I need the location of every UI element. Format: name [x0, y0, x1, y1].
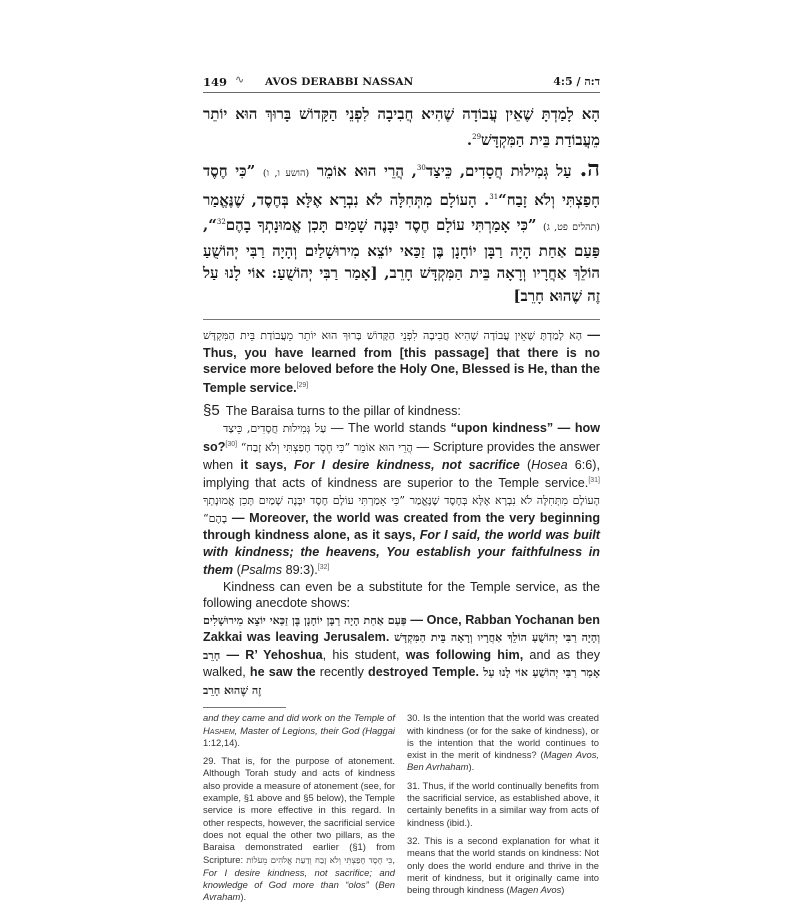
footnote-divider — [203, 707, 286, 708]
footnote-30: 30. Is the intention that the world was created with kindness (or for the sake of kindness), or is the intention that the world continues to exist in the merit of kindness? (Magen Avos, Ben Avrhaham). — [407, 712, 599, 773]
translation-block-2: עַל גְּמִילוּת חֲסָדִים, כֵּיצַד — The world stands “upon kindness” — how so?[30] הֲרֵי הוּא אוֹמֵר ”כִּי חֶסֶד חָפַצְתִּי וְלֹא זָבַח“ — Scripture provides the answer when it says, For I desire kindness, not sacrifice (Hosea 6:6), implying that acts of kindness are superior to the Temple service.[31] הָעוֹלָם מִתְּחִלָּה לֹא נִבְרָא אֶלָּא בְּחֶסֶד שֶׁנֶּאֱמַר ”כִּי אָמַרְתִּי עוֹלָם חֶסֶד יִבָּנֶה שָׁמַיִם תָּכִן אֱמוּנָתְךָ בָהֶם“ — Moreover, the world was created from the very beginning through kindness alone, as it says, For I said, the world was built with kindness; the heavens, You establish your faithfulness in them (Psalms 89:3).[32] — [203, 420, 601, 578]
footnote-31: 31. Thus, if the world continually benefits from the sacrificial service, as established above, it certainly benefits in a similar way from acts of kindness (ibid.). — [407, 779, 599, 828]
footnote-29: 29. That is, for the purpose of atonement. Although Torah study and acts of kindness also provide a measure of atonement (see, for example, §1 above and §5 below), the Temple service is more effective in this regard. In other respects, however, the sacrificial service does not equal the other two pillars, as the Baraisa demonstrated earlier (§1) from Scripture: כִּי חֶסֶד חָפַצְתִּי וְלֹא זָבַח וְדַעַת אֱלֹהִים מֵעֹלוֹת, For I desire kindness, not sacrifice; and knowledge of God more than “olos” (Ben Avraham). — [203, 755, 395, 903]
ornament-icon: ∿ — [235, 73, 245, 86]
footnote-continuation: and they came and did work on the Temple of Hashem, Master of Legions, their God (Haggai 1:12,14). — [203, 712, 395, 748]
chapter-reference: 4:5 / ד:ה — [553, 75, 600, 88]
translation-block-1: הָא לָמַדְתָּ שֶׁאֵין עֲבוֹדָה שֶׁהִיא חֲבִיבָה לִפְנֵי הַקָּדוֹשׁ בָּרוּךְ הוּא יוֹתֵר מֵעֲבוֹדַת בֵּית הַמִּקְדָּשׁ — Thus, you have learned from [this passage] that there is no service more beloved before the Holy One, Blessed is He, than the Temple service.[29] — [203, 328, 600, 395]
scripture-source: (תהלים פט, ג) — [543, 222, 600, 233]
section-number: §5 — [203, 402, 220, 420]
footnote-column-left — [203, 712, 395, 909]
scripture-source: (הושע ו, ו) — [262, 168, 310, 179]
translation-block-3: פַּעַם אַחַת הָיָה רַבָּן יוֹחָנָן בֶּן זַכַּאי יוֹצֵא מִירוּשָׁלִים — Once, Rabban Yochanan ben Zakkai was leaving Jerusalem. וְהָיָה רַבִּי יְהוֹשֻׁעַ הוֹלֵךְ אַחֲרָיו וְרָאָה בֵּית הַמִּקְדָּשׁ חָרֵב — R’ Yehoshua, his student, was following him, and as they walked, he saw the recently destroyed Temple. אָמַר רַבִּי יְהוֹשֻׁעַ אוֹי לָנוּ עַל זֶה שֶׁהוּא חָרֵב — [203, 612, 601, 697]
divider — [203, 319, 600, 320]
book-title: AVOS DERABBI NASSAN — [265, 76, 414, 88]
hebrew-paragraph: ה.עַל גְּמִילוּת חֲסָדִים, כֵּיצַד$^{30}$, הֲרֵי הוּא אוֹמֵר (הושע ו, ו) ”כִּי חֶסֶד חָפַצְתִּי וְלֹא זָבַח“$^{31}$. הָעוֹלָם מִתְּחִלָּה לֹא נִבְרָא אֶלָּא בְּחֶסֶד, שֶׁנֶּאֱמַר (תהלים פט, ג) ”כִּי אָמַרְתִּי עוֹלָם חֶסֶד יִבָּנֶה שָׁמַיִם תָּכִן אֱמוּנָתְךָ בָהֶם$^{32}$“, פַּעַם אַחַת הָיָה רַבָּן יוֹחָנָן בֶּן זַכַּאי יוֹצֵא מִירוּשָׁלַיִם וְהָיָה רַבִּי יְהוֹשֻׁעַ הוֹלֵךְ אַחֲרָיו וְרָאָה בֵּית הַמִּקְדָּשׁ חָרֵב, [אָמַר רַבִּי יְהוֹשֻׁעַ: אוֹי לָנוּ עַל זֶה שֶׁהוּא חָרֵב] — [203, 156, 600, 305]
anecdote-intro: Kindness can even be a substitute for the Temple service, as the following anecdote shows: — [203, 579, 600, 611]
footnotes — [203, 712, 600, 909]
footnote-column-right — [407, 712, 599, 909]
paragraph-letter: ה. — [579, 156, 600, 182]
footnote-32: 32. This is a second explanation for what it means that the world stands on kindness: Not only does the world endure and thrive in the merit of kindness, but it originally came into being through kindness (Magen Avos) — [407, 834, 599, 896]
book-page — [203, 74, 600, 910]
hebrew-opening: הָא לָמַדְתָּ שֶׁאֵין עֲבוֹדָה שֶׁהִיא חֲבִיבָה לִפְנֵי הַקָּדוֹשׁ בָּרוּךְ הוּא יוֹתֵר מֵעֲבוֹדַת בֵּית הַמִּקְדָּשׁ$^{29}$. — [203, 105, 600, 149]
section-5: §5 The Baraisa turns to the pillar of kindness: — [203, 402, 461, 420]
page-number: 149 — [203, 75, 228, 89]
note-ref: 29 — [472, 132, 482, 141]
running-head — [203, 74, 600, 93]
